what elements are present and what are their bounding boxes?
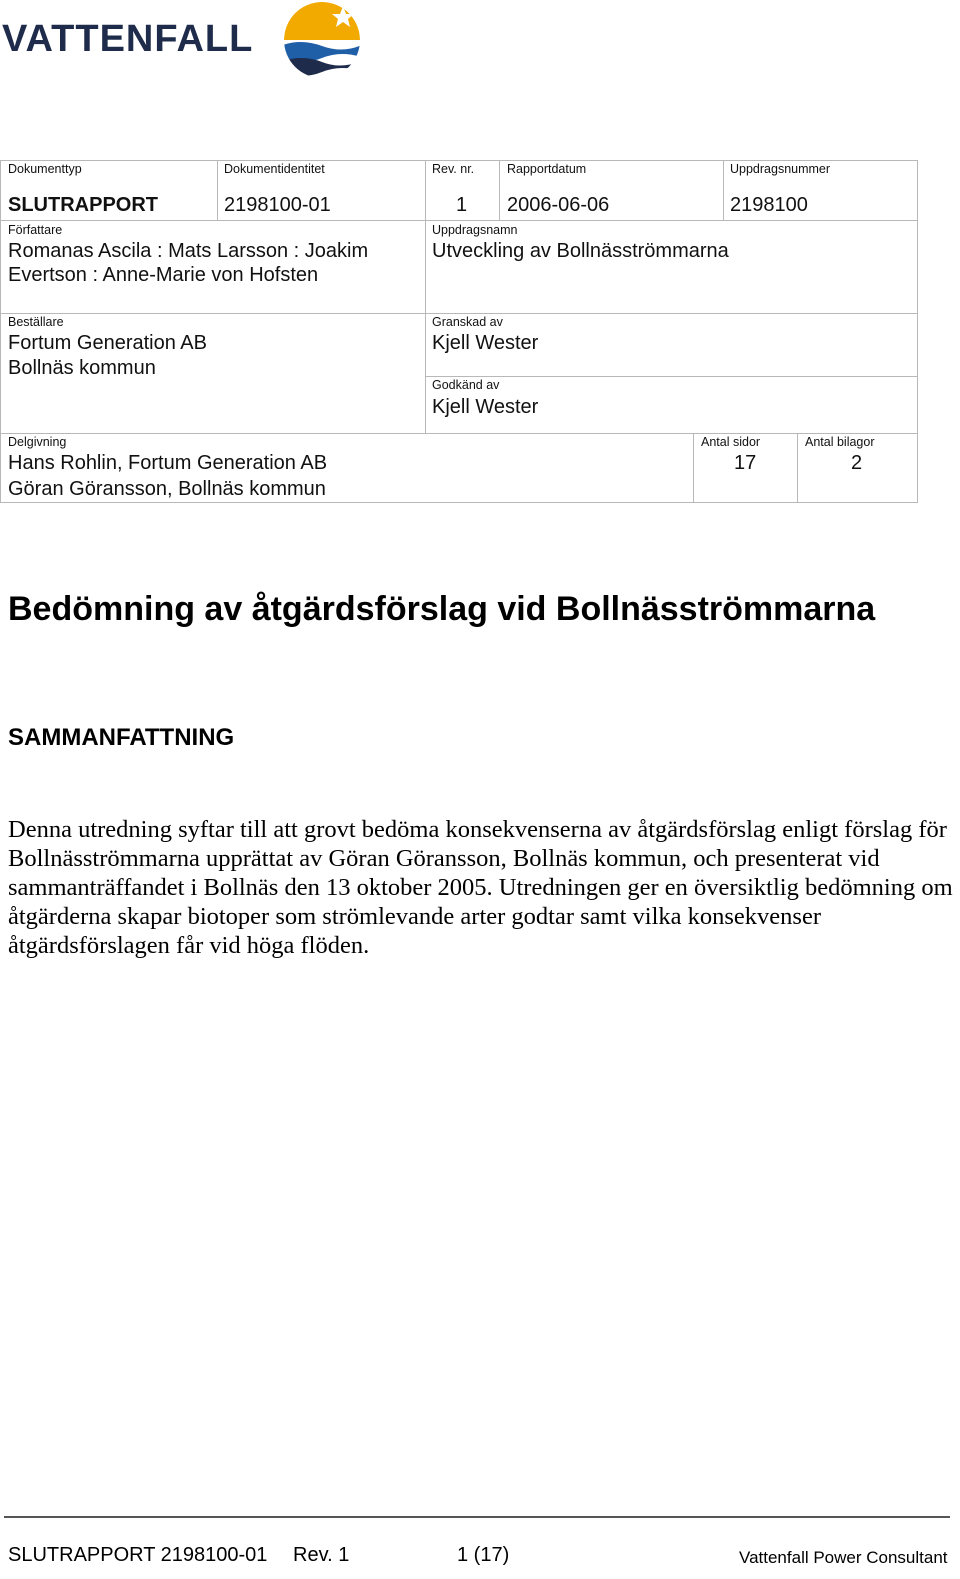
- bestallare-line1: Fortum Generation AB: [8, 332, 207, 354]
- bestallare-label: Beställare: [8, 315, 64, 329]
- delgivning-line2: Göran Göransson, Bollnäs kommun: [8, 478, 326, 500]
- grid-line: [0, 160, 1, 503]
- antal-sidor-value: 17: [734, 452, 757, 474]
- grid-line: [425, 160, 426, 434]
- grid-line: [499, 160, 500, 221]
- grid-line: [723, 160, 724, 221]
- footer-divider: [4, 1516, 950, 1518]
- uppdragsnummer-value: 2198100: [730, 194, 808, 216]
- vattenfall-logo-text: VATTENFALL: [2, 18, 254, 60]
- grid-line: [0, 313, 918, 314]
- rapportdatum-value: 2006-06-06: [507, 194, 610, 216]
- footer-rev: Rev. 1: [293, 1544, 350, 1566]
- grid-line: [0, 160, 918, 161]
- document-title: Bedömning av åtgärdsförslag vid Bollnäsströmmarna: [8, 590, 876, 628]
- grid-line: [917, 160, 918, 503]
- granskad-label: Granskad av: [432, 315, 503, 329]
- antal-bilagor-value: 2: [851, 452, 863, 474]
- forfattare-label: Författare: [8, 223, 63, 237]
- dokumentidentitet-label: Dokumentidentitet: [224, 162, 325, 176]
- godkand-value: Kjell Wester: [432, 396, 539, 418]
- rev-label: Rev. nr.: [432, 162, 475, 176]
- granskad-value: Kjell Wester: [432, 332, 539, 354]
- section-heading: SAMMANFATTNING: [8, 724, 235, 751]
- forfattare-line1: Romanas Ascila : Mats Larsson : Joakim: [8, 240, 369, 262]
- grid-line: [425, 376, 918, 377]
- rapportdatum-label: Rapportdatum: [507, 162, 587, 176]
- uppdragsnummer-label: Uppdragsnummer: [730, 162, 831, 176]
- grid-line: [0, 433, 918, 434]
- sun-wave-logo-icon: [280, 0, 364, 84]
- dokumenttyp-value: SLUTRAPPORT: [8, 194, 158, 216]
- dokumentidentitet-value: 2198100-01: [224, 194, 331, 216]
- summary-paragraph: Denna utredning syftar till att grovt bedöma konsekvenserna av åtgärdsförslag enligt förslag för Bollnäsströmmarna upprättat av Göran Göransson, Bollnäs kommun, och presenterat vid sammanträffandet i Bollnäs den 13 oktober 2005. Utredningen ger en översiktlig bedömning om åtgärderna skapar biotoper som strömlevande arter godtar samt vilka konsekvenser åtgärdsförslagen får vid höga flöden.: [8, 816, 953, 959]
- uppdragsnamn-value: Utveckling av Bollnäsströmmarna: [432, 240, 729, 262]
- forfattare-line2: Evertson : Anne-Marie von Hofsten: [8, 264, 319, 286]
- footer-doc-ref: SLUTRAPPORT 2198100-01: [8, 1544, 268, 1566]
- grid-line: [693, 433, 694, 503]
- footer-page-number: 1 (17): [457, 1544, 510, 1566]
- godkand-label: Godkänd av: [432, 378, 500, 392]
- grid-line: [797, 433, 798, 503]
- grid-line: [0, 220, 918, 221]
- antal-sidor-label: Antal sidor: [701, 435, 761, 449]
- delgivning-line1: Hans Rohlin, Fortum Generation AB: [8, 452, 328, 474]
- footer-company: Vattenfall Power Consultant: [739, 1548, 948, 1567]
- bestallare-line2: Bollnäs kommun: [8, 357, 156, 379]
- uppdragsnamn-label: Uppdragsnamn: [432, 223, 518, 237]
- antal-bilagor-label: Antal bilagor: [805, 435, 875, 449]
- grid-line: [217, 160, 218, 221]
- dokumenttyp-label: Dokumenttyp: [8, 162, 82, 176]
- grid-line: [0, 502, 918, 503]
- delgivning-label: Delgivning: [8, 435, 67, 449]
- rev-value: 1: [456, 194, 468, 216]
